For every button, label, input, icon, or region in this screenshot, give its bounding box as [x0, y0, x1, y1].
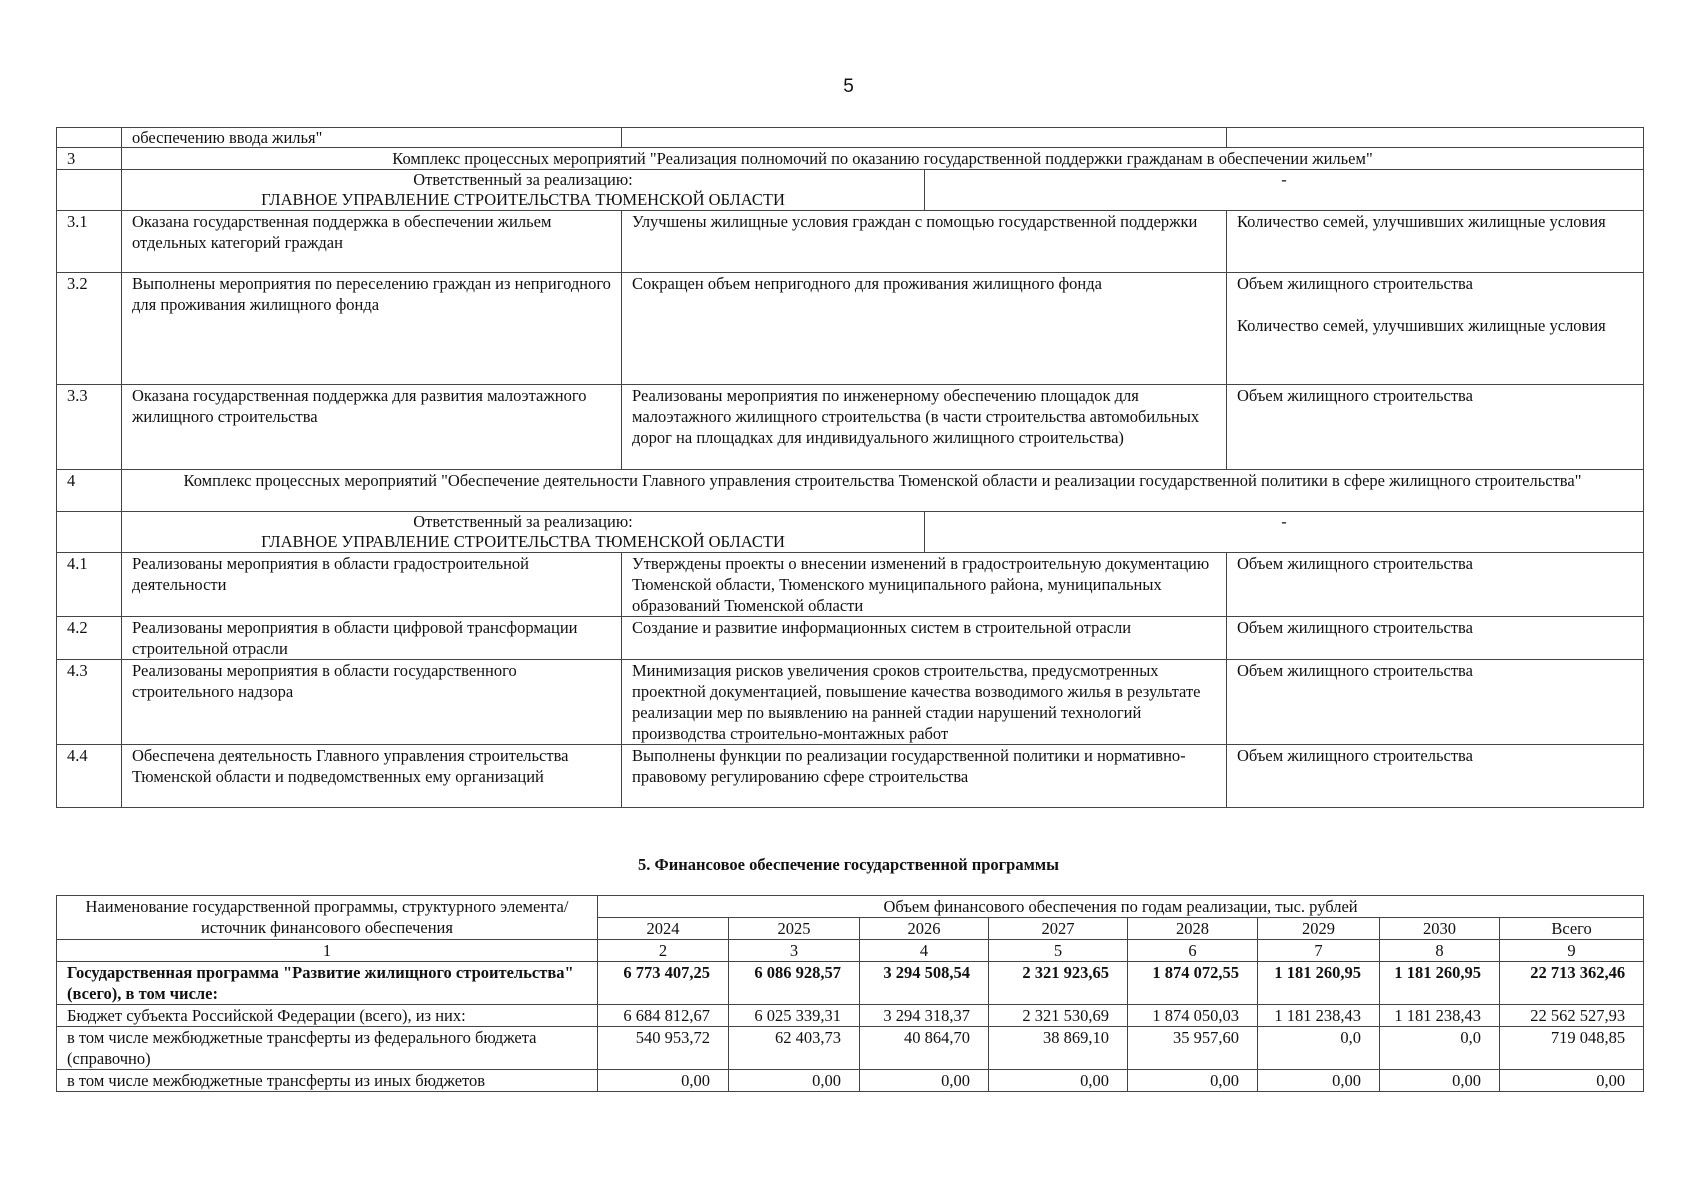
- indicator-cell: [1227, 128, 1644, 148]
- value-cell: 6 086 928,57: [729, 962, 860, 1005]
- col-number: 2: [598, 940, 729, 962]
- task-cell: Оказана государственная поддержка в обеспечении жильем отдельных категорий граждан: [122, 211, 622, 273]
- row-number: 3.1: [57, 211, 122, 273]
- responsible-row: [57, 170, 1644, 211]
- value-cell: 0,00: [729, 1070, 860, 1092]
- value-cell: 22 562 527,93: [1500, 1005, 1644, 1027]
- value-cell: 2 321 923,65: [989, 962, 1128, 1005]
- value-cell: 6 684 812,67: [598, 1005, 729, 1027]
- page-number: 5: [843, 76, 854, 97]
- effect-cell: Улучшены жилищные условия граждан с помощью государственной поддержки: [622, 211, 1227, 273]
- indicator-cell: Объем жилищного строительства: [1227, 385, 1644, 470]
- value-cell: 40 864,70: [860, 1027, 989, 1070]
- indicator-cell: [1227, 273, 1644, 385]
- indicator-text: Объем жилищного строительства: [1237, 274, 1473, 293]
- responsible-label: Ответственный за реализацию:: [413, 512, 633, 531]
- value-cell: 0,0: [1380, 1027, 1500, 1070]
- responsible-value: -: [925, 512, 1644, 553]
- value-cell: 6 773 407,25: [598, 962, 729, 1005]
- value-cell: 0,0: [1258, 1027, 1380, 1070]
- task-cell: Выполнены мероприятия по переселению граждан из непригодного для проживания жилищного фонда: [122, 273, 622, 385]
- col-number: 7: [1258, 940, 1380, 962]
- value-cell: 22 713 362,46: [1500, 962, 1644, 1005]
- row-number: 3.2: [57, 273, 122, 385]
- table-row: [57, 211, 1644, 273]
- activities-table: [56, 127, 1644, 808]
- responsible-row: [57, 512, 1644, 553]
- col-number: 9: [1500, 940, 1644, 962]
- row-name: в том числе межбюджетные трансферты из иных бюджетов: [57, 1070, 598, 1092]
- indicator-text: Количество семей, улучшивших жилищные условия: [1237, 316, 1606, 335]
- value-cell: 38 869,10: [989, 1027, 1128, 1070]
- value-cell: 0,00: [860, 1070, 989, 1092]
- indicator-cell: Объем жилищного строительства: [1227, 617, 1644, 660]
- complex-header-row: [57, 148, 1644, 170]
- effect-cell: Минимизация рисков увеличения сроков строительства, предусмотренных проектной документацией, повышение качества возводимого жилья в результате реализации мер по выявлению на ранней стадии нарушений технологий производства строительно-монтажных работ: [622, 660, 1227, 745]
- indicator-cell: Объем жилищного строительства: [1227, 553, 1644, 617]
- indicator-cell: Объем жилищного строительства: [1227, 660, 1644, 745]
- value-cell: 1 181 260,95: [1380, 962, 1500, 1005]
- value-cell: 62 403,73: [729, 1027, 860, 1070]
- effect-cell: Утверждены проекты о внесении изменений в градостроительную документацию Тюменской области, Тюменского муниципального района, муниципальных образований Тюменской области: [622, 553, 1227, 617]
- task-cell: Реализованы мероприятия в области цифровой трансформации строительной отрасли: [122, 617, 622, 660]
- header-name: Наименование государственной программы, структурного элемента/источник финансового обеспечения: [57, 896, 598, 940]
- responsible-label: Ответственный за реализацию:: [413, 170, 633, 189]
- value-cell: 0,00: [598, 1070, 729, 1092]
- effect-cell: [622, 128, 1227, 148]
- task-cell: Реализованы мероприятия в области государственного строительного надзора: [122, 660, 622, 745]
- value-cell: 0,00: [1500, 1070, 1644, 1092]
- table-row: [57, 617, 1644, 660]
- responsible-org: ГЛАВНОЕ УПРАВЛЕНИЕ СТРОИТЕЛЬСТВА ТЮМЕНСКОЙ ОБЛАСТИ: [261, 190, 785, 209]
- row-number: 4.2: [57, 617, 122, 660]
- year-header: 2025: [729, 918, 860, 940]
- value-cell: 0,00: [989, 1070, 1128, 1092]
- task-cell: Реализованы мероприятия в области градостроительной деятельности: [122, 553, 622, 617]
- row-number: [57, 128, 122, 148]
- table-row: [57, 1070, 1644, 1092]
- value-cell: 0,00: [1128, 1070, 1258, 1092]
- responsible-cell: [122, 512, 925, 553]
- complex-title: Комплекс процессных мероприятий "Реализация полномочий по оказанию государственной поддержки гражданам в обеспечении жильем": [122, 148, 1644, 170]
- table-row: [57, 385, 1644, 470]
- row-number: 4.1: [57, 553, 122, 617]
- table-row: [57, 660, 1644, 745]
- value-cell: 1 181 238,43: [1380, 1005, 1500, 1027]
- table-row: [57, 745, 1644, 808]
- value-cell: 0,00: [1258, 1070, 1380, 1092]
- value-cell: 1 181 260,95: [1258, 962, 1380, 1005]
- table-row: [57, 128, 1644, 148]
- task-cell: Оказана государственная поддержка для развития малоэтажного жилищного строительства: [122, 385, 622, 470]
- year-header: 2024: [598, 918, 729, 940]
- value-cell: 719 048,85: [1500, 1027, 1644, 1070]
- complex-number: 4: [57, 470, 122, 512]
- row-name: в том числе межбюджетные трансферты из федерального бюджета (справочно): [57, 1027, 598, 1070]
- task-cell: Обеспечена деятельность Главного управления строительства Тюменской области и подведомственных ему организаций: [122, 745, 622, 808]
- effect-cell: Реализованы мероприятия по инженерному обеспечению площадок для малоэтажного жилищного строительства (в части строительства автомобильных дорог на площадках для индивидуального жилищного строительства): [622, 385, 1227, 470]
- complex-title: Комплекс процессных мероприятий "Обеспечение деятельности Главного управления строительства Тюменской области и реализации государственной политики в сфере жилищного строительства": [122, 470, 1644, 512]
- table-row: [57, 1027, 1644, 1070]
- indicator-cell: Количество семей, улучшивших жилищные условия: [1227, 211, 1644, 273]
- year-header: 2030: [1380, 918, 1500, 940]
- value-cell: 35 957,60: [1128, 1027, 1258, 1070]
- row-name: Государственная программа "Развитие жилищного строительства" (всего), в том числе:: [57, 962, 598, 1005]
- responsible-value: -: [925, 170, 1644, 211]
- table-row: [57, 962, 1644, 1005]
- year-header: Всего: [1500, 918, 1644, 940]
- value-cell: 1 874 050,03: [1128, 1005, 1258, 1027]
- header-row: [57, 896, 1644, 918]
- effect-cell: Сокращен объем непригодного для проживания жилищного фонда: [622, 273, 1227, 385]
- col-number: 6: [1128, 940, 1258, 962]
- value-cell: 3 294 318,37: [860, 1005, 989, 1027]
- responsible-cell: [122, 170, 925, 211]
- col-number: 3: [729, 940, 860, 962]
- table-row: [57, 553, 1644, 617]
- col-number-row: [57, 940, 1644, 962]
- col-number: 5: [989, 940, 1128, 962]
- task-cell: обеспечению ввода жилья": [122, 128, 622, 148]
- section-title: 5. Финансовое обеспечение государственной программы: [638, 855, 1059, 874]
- col-number: 4: [860, 940, 989, 962]
- finance-table: [56, 895, 1644, 1092]
- value-cell: 540 953,72: [598, 1027, 729, 1070]
- responsible-org: ГЛАВНОЕ УПРАВЛЕНИЕ СТРОИТЕЛЬСТВА ТЮМЕНСКОЙ ОБЛАСТИ: [261, 532, 785, 551]
- table-row: [57, 273, 1644, 385]
- value-cell: 1 181 238,43: [1258, 1005, 1380, 1027]
- col-number: 8: [1380, 940, 1500, 962]
- value-cell: 0,00: [1380, 1070, 1500, 1092]
- year-header: 2026: [860, 918, 989, 940]
- year-header: 2029: [1258, 918, 1380, 940]
- complex-number: 3: [57, 148, 122, 170]
- header-volume: Объем финансового обеспечения по годам реализации, тыс. рублей: [598, 896, 1644, 918]
- row-name: Бюджет субъекта Российской Федерации (всего), из них:: [57, 1005, 598, 1027]
- year-header: 2027: [989, 918, 1128, 940]
- value-cell: 3 294 508,54: [860, 962, 989, 1005]
- value-cell: 1 874 072,55: [1128, 962, 1258, 1005]
- col-number: 1: [57, 940, 598, 962]
- effect-cell: Выполнены функции по реализации государственной политики и нормативно-правовому регулированию сфере строительства: [622, 745, 1227, 808]
- year-header: 2028: [1128, 918, 1258, 940]
- effect-cell: Создание и развитие информационных систем в строительной отрасли: [622, 617, 1227, 660]
- complex-header-row: [57, 470, 1644, 512]
- table-row: [57, 1005, 1644, 1027]
- value-cell: 6 025 339,31: [729, 1005, 860, 1027]
- row-number: 4.3: [57, 660, 122, 745]
- row-number: 3.3: [57, 385, 122, 470]
- indicator-cell: Объем жилищного строительства: [1227, 745, 1644, 808]
- value-cell: 2 321 530,69: [989, 1005, 1128, 1027]
- row-number: 4.4: [57, 745, 122, 808]
